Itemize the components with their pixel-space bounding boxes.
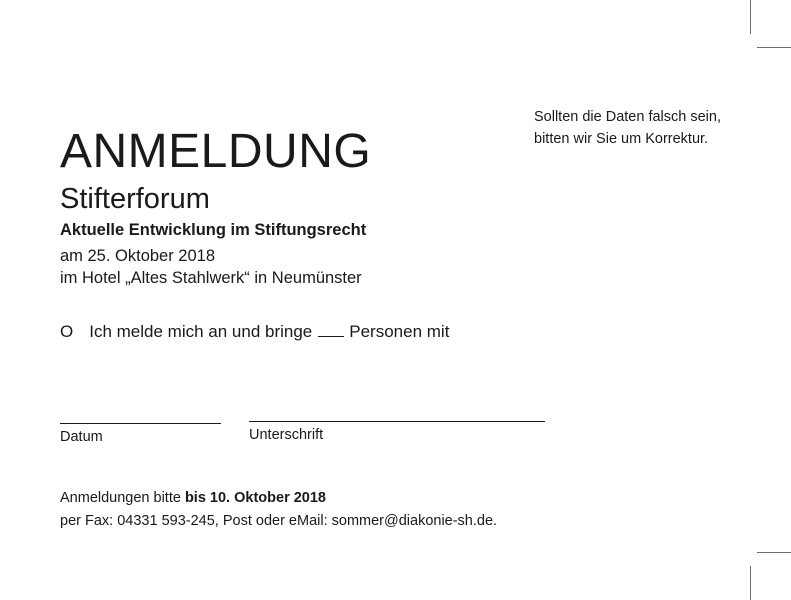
crop-mark-top-right-horizontal bbox=[757, 47, 791, 48]
crop-mark-bottom-right-vertical bbox=[750, 566, 751, 600]
crop-mark-bottom-right-horizontal bbox=[757, 552, 791, 553]
event-date: am 25. Oktober 2018 bbox=[60, 246, 216, 265]
registration-text-before: Ich melde mich an und bringe bbox=[89, 322, 313, 341]
event-venue: im Hotel „Altes Stahlwerk“ in Neumünster bbox=[60, 269, 362, 288]
unterschrift-label: Unterschrift bbox=[249, 427, 324, 443]
event-details bbox=[60, 183, 580, 289]
correction-note-line-1: Sollten die Daten falsch sein, bbox=[534, 109, 721, 125]
checkbox-icon[interactable]: O bbox=[60, 322, 74, 341]
footer-line-1-prefix: Anmeldungen bitte bbox=[60, 490, 185, 506]
crop-mark-top-right-vertical bbox=[750, 0, 751, 34]
unterschrift-rule[interactable] bbox=[249, 421, 545, 422]
footer-deadline: bis 10. Oktober 2018 bbox=[184, 490, 326, 506]
datum-label: Datum bbox=[60, 429, 103, 445]
registration-checkbox-row[interactable] bbox=[60, 322, 449, 342]
correction-note-line-2: bitten wir Sie um Korrektur. bbox=[534, 131, 709, 148]
datum-rule[interactable] bbox=[60, 423, 221, 424]
footer-line-2: per Fax: 04331 593-245, Post oder eMail: sommer@diakonie-sh.de. bbox=[60, 513, 498, 530]
event-name: Stifterforum bbox=[60, 183, 210, 215]
persons-count-input[interactable] bbox=[318, 336, 344, 337]
footer-instructions bbox=[60, 487, 497, 533]
event-subtitle: Aktuelle Entwicklung im Stiftungsrecht bbox=[60, 221, 367, 240]
footer-line-1 bbox=[60, 487, 497, 510]
correction-note bbox=[534, 106, 774, 151]
registration-text-after: Personen mit bbox=[349, 322, 450, 341]
page-title: ANMELDUNG bbox=[60, 125, 372, 179]
